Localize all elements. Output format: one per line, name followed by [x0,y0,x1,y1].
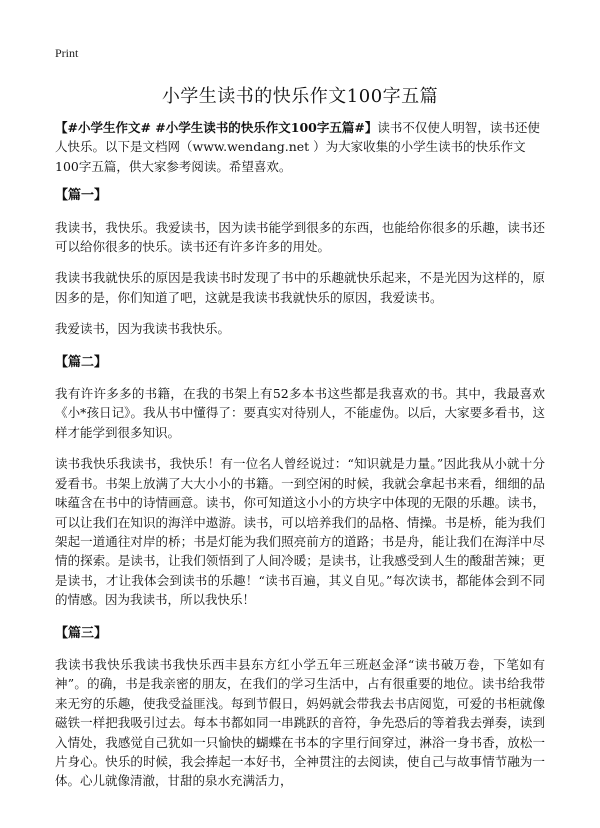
section-2-heading: 【篇二】 [55,354,108,370]
section-1-heading: 【篇一】 [55,188,108,204]
section-3-paragraph-1: 我读书我快乐我读书我快乐西丰县东方红小学五年三班赵金泽“读书破万卷，下笔如有神”。的确，书是我亲密的朋友，在我们的学习生活中，占有很重要的地位。读书给我带来无穷的乐趣，使我受益匪浅。每到节假日，妈妈就会带我去书店阅览，可爱的书柜就像磁铁一样把我吸引过去。每本书都如同一串跳跃的音符，争先恐后的等着我去弹奏，读到入情处，我感觉自己犹如一只愉快的蝴蝶在书本的字里行间穿过，淋浴一身书香，放松一片身心。快乐的时候，我会捧起一本好书，全神贯注的去阅读，使自己与故事情节融为一体。心儿就像清澈，甘甜的泉水充满活力， [55,656,545,789]
section-1-paragraph-1: 我读书，我快乐。我爱读书，因为读书能学到很多的东西，也能给你很多的乐趣，读书还可以给你很多的快乐。读书还有许多许多的用处。 [55,219,545,255]
document-title: 小学生读书的快乐作文100字五篇 [161,86,439,107]
document-body [55,118,545,803]
section-2-paragraph-1: 我有许许多多的书籍，在我的书架上有52多本书这些都是我喜欢的书。其中，我最喜欢《小*孩日记》。我从书中懂得了：要真实对待别人，不能虚伪。以后，大家要多看书，这样才能学到很多知识。 [55,386,545,440]
print-label: Print [55,46,79,60]
intro-text: 读书不仅使人明智，读书还使人快乐。以下是文档网（www.wendang.net ）为大家收集的小学生读书的快乐作文100字五篇，供大家参考阅读。希望喜欢。 [55,120,540,174]
intro-tags: 【#小学生作文# #小学生读书的快乐作文100字五篇#】 [55,120,378,135]
section-2-paragraph-2: 读书我快乐我读书，我快乐！有一位名人曾经说过：“知识就是力量。”因此我从小就十分爱看书。书架上放满了大大小小的书籍。一到空闲的时候，我就会拿起书来看，细细的品味蕴含在书中的诗情画意。读书，你可知道这小小的方块字中体现的无限的乐趣。读书，可以让我们在知识的海洋中遨游。读书，可以培养我们的品格、情操。书是桥，能为我们架起一道通往对岸的桥；书是灯能为我们照亮前方的道路；书是舟，能让我们在海洋中尽情的探索。是读书，让我们领悟到了人间冷暖；是读书，让我感受到人生的酸甜苦辣；更是读书，才让我体会到读书的乐趣！“读书百遍，其义自见。”每次读书，都能体会到不同的情感。因为我读书，所以我快乐！ [55,456,545,608]
section-1-paragraph-3: 我爱读书，因为我读书我快乐。 [55,321,231,337]
section-3-heading: 【篇三】 [55,625,108,641]
section-1-paragraph-2: 我读书我就快乐的原因是我读书时发现了书中的乐趣就快乐起来，不是光因为这样的，原因多的是，你们知道了吧，这就是我读书我就快乐的原因，我爱读书。 [55,270,545,305]
intro-paragraph [55,118,545,176]
